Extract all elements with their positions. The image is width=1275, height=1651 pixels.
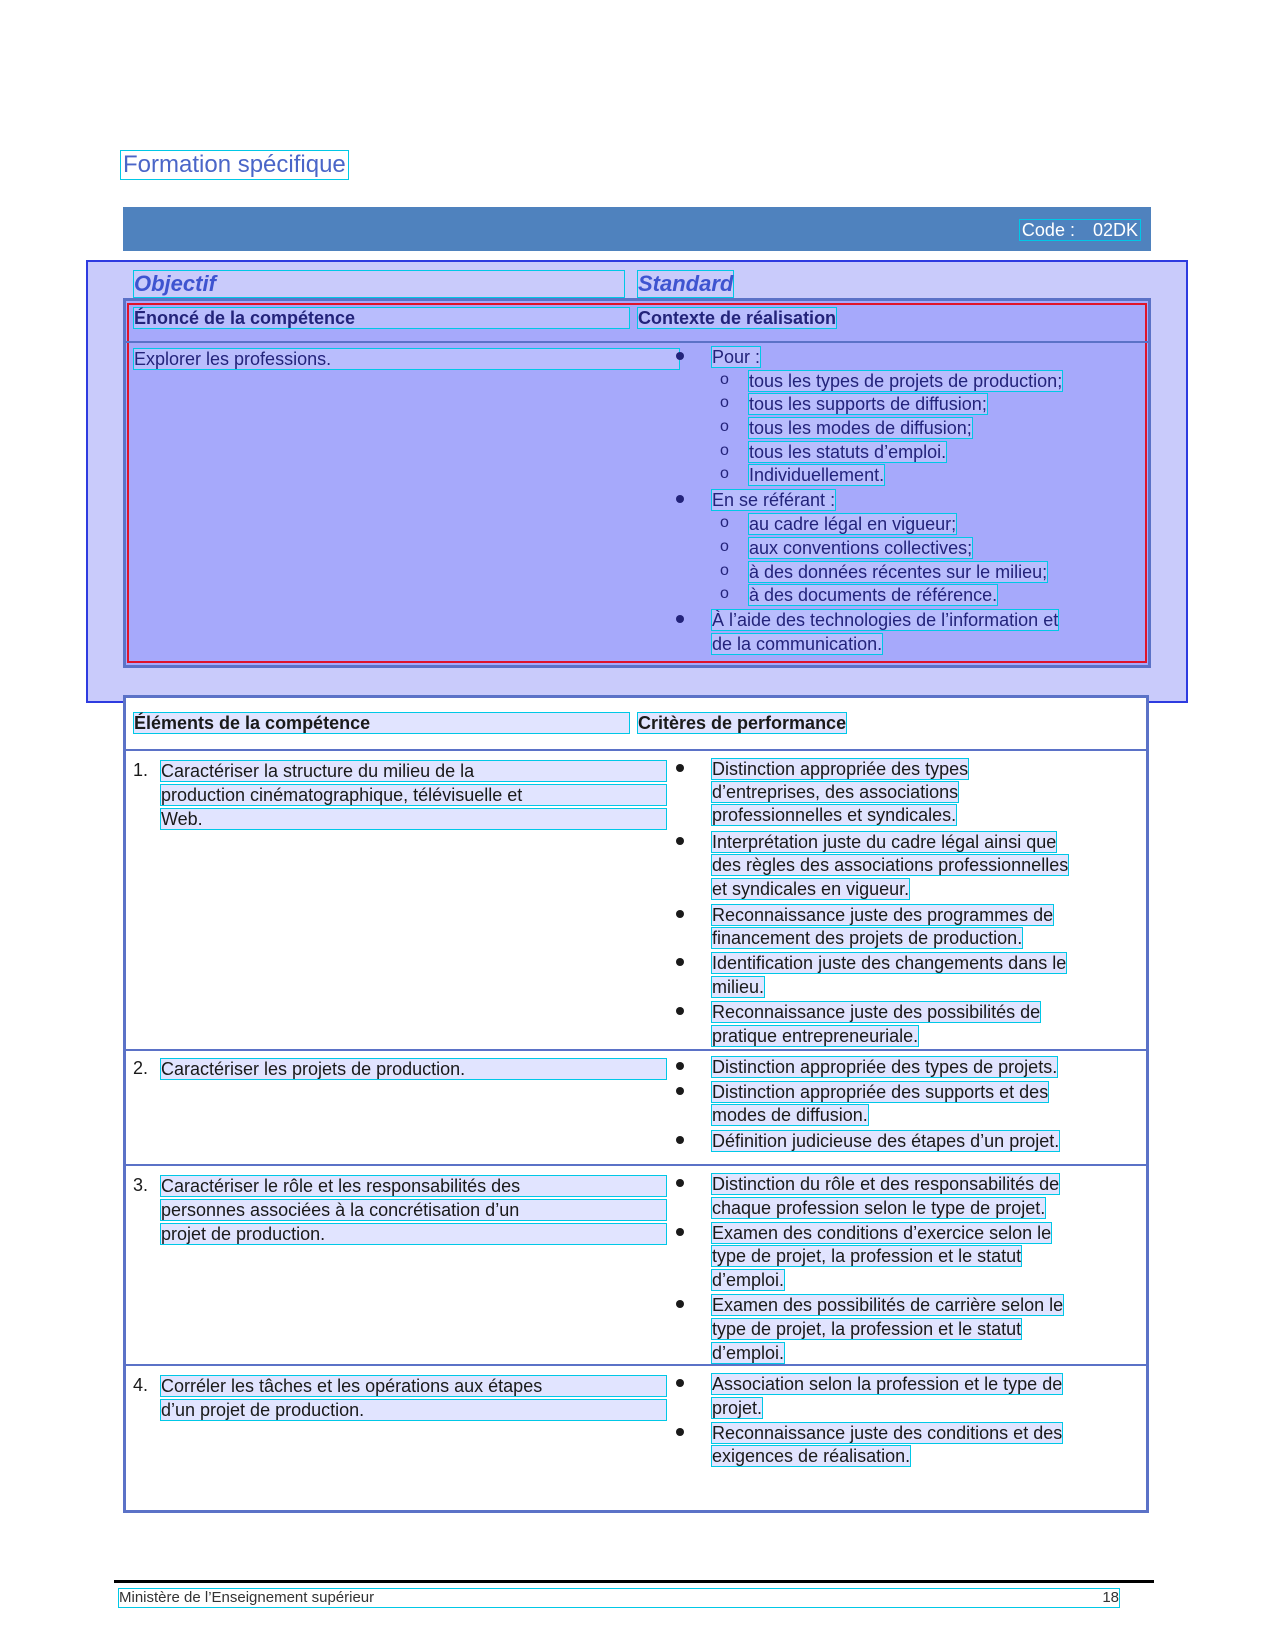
criterion-text: et syndicales en vigueur. xyxy=(712,879,910,899)
sub-bullet-icon: o xyxy=(720,442,729,459)
code-label-text: Code : xyxy=(1021,220,1075,240)
bullet-icon xyxy=(676,495,684,503)
element-text: projet de production. xyxy=(160,1223,667,1245)
criterion-text: Reconnaissance juste des programmes de xyxy=(712,905,1054,925)
objectif-heading: Objectif xyxy=(133,270,625,298)
sub-bullet-icon: o xyxy=(720,562,729,579)
element-number: 3. xyxy=(133,1175,149,1195)
element-text: Caractériser la structure du milieu de la xyxy=(160,760,667,782)
enonce-text: Explorer les professions. xyxy=(133,348,680,370)
criterion-text: Examen des possibilités de carrière selon le xyxy=(712,1295,1064,1315)
sub-bullet-icon: o xyxy=(720,514,729,531)
contexte-subitem: au cadre légal en vigueur; xyxy=(749,514,957,534)
contexte-subitem: à des documents de référence. xyxy=(749,585,998,605)
bullet-icon xyxy=(676,1062,684,1070)
criterion-text: Identification juste des changements dans le xyxy=(712,953,1067,973)
bullet-icon xyxy=(676,1428,684,1436)
contexte-item: de la communication. xyxy=(712,634,883,654)
code-value: 02DK xyxy=(1092,220,1138,240)
criteres-header: Critères de performance xyxy=(638,713,847,733)
criterion-text: pratique entrepreneuriale. xyxy=(712,1026,919,1046)
contexte-subitem: tous les modes de diffusion; xyxy=(749,418,972,438)
element-number: 2. xyxy=(133,1058,149,1078)
bullet-icon xyxy=(676,352,684,360)
bullet-icon xyxy=(676,1228,684,1236)
sub-bullet-icon: o xyxy=(720,465,729,482)
contexte-item: Pour : xyxy=(712,347,761,367)
criterion-text: Distinction appropriée des supports et des xyxy=(712,1082,1049,1102)
row-separator xyxy=(126,749,1146,751)
bullet-icon xyxy=(676,1087,684,1095)
element-text: Caractériser le rôle et les responsabilités des xyxy=(160,1175,667,1197)
criterion-text: des règles des associations professionnelles xyxy=(712,855,1069,875)
element-text: Web. xyxy=(160,808,667,830)
row-separator xyxy=(126,1364,1146,1366)
criterion-text: Distinction appropriée des types de projets. xyxy=(712,1057,1058,1077)
criterion-text: d’entreprises, des associations xyxy=(712,782,959,802)
footer xyxy=(118,1588,1120,1608)
row-separator xyxy=(126,1164,1146,1166)
bullet-icon xyxy=(676,764,684,772)
sub-bullet-icon: o xyxy=(720,538,729,555)
elements-header: Éléments de la compétence xyxy=(133,712,630,734)
criterion-text: projet. xyxy=(712,1398,763,1418)
bullet-icon xyxy=(676,1136,684,1144)
criterion-text: professionnelles et syndicales. xyxy=(712,805,957,825)
sub-bullet-icon: o xyxy=(720,371,729,388)
bullet-icon xyxy=(676,910,684,918)
contexte-subitem: tous les statuts d’emploi. xyxy=(749,442,947,462)
contexte-subitem: tous les types de projets de production; xyxy=(749,371,1063,391)
element-text: d’un projet de production. xyxy=(160,1399,667,1421)
element-text: production cinématographique, télévisuelle et xyxy=(160,784,667,806)
bullet-icon xyxy=(676,1179,684,1187)
standard-heading: Standard xyxy=(638,271,734,296)
criterion-text: d’emploi. xyxy=(712,1270,785,1290)
criterion-text: exigences de réalisation. xyxy=(712,1446,911,1466)
criterion-text: Examen des conditions d’exercice selon le xyxy=(712,1223,1052,1243)
footer-rule xyxy=(114,1580,1154,1583)
criterion-text: Distinction appropriée des types xyxy=(712,759,969,779)
row-separator xyxy=(126,1049,1146,1051)
criterion-text: type de projet, la profession et le statut xyxy=(712,1246,1022,1266)
contexte-subitem: à des données récentes sur le milieu; xyxy=(749,562,1048,582)
criterion-text: type de projet, la profession et le statut xyxy=(712,1319,1022,1339)
element-text: personnes associées à la concrétisation d’un xyxy=(160,1199,667,1221)
element-number: 1. xyxy=(133,760,149,780)
criterion-text: Reconnaissance juste des possibilités de xyxy=(712,1002,1041,1022)
criterion-text: d’emploi. xyxy=(712,1343,785,1363)
code-bar xyxy=(123,207,1151,251)
criterion-text: Reconnaissance juste des conditions et des xyxy=(712,1423,1063,1443)
contexte-subitem: Individuellement. xyxy=(749,465,885,485)
bullet-icon xyxy=(676,958,684,966)
contexte-item: À l’aide des technologies de l’information et xyxy=(712,610,1059,630)
enonce-header: Énoncé de la compétence xyxy=(133,307,630,329)
bullet-icon xyxy=(676,1300,684,1308)
contexte-item: En se référant : xyxy=(712,490,836,510)
sub-bullet-icon: o xyxy=(720,585,729,602)
code-label xyxy=(1019,219,1141,241)
criterion-text: Interprétation juste du cadre légal ainsi que xyxy=(712,832,1057,852)
criterion-text: Définition judicieuse des étapes d’un projet. xyxy=(712,1131,1060,1151)
footer-ministry: Ministère de l’Enseignement supérieur xyxy=(119,1589,375,1606)
sub-bullet-icon: o xyxy=(720,418,729,435)
criterion-text: chaque profession selon le type de projet. xyxy=(712,1198,1046,1218)
sub-bullet-icon: o xyxy=(720,394,729,411)
contexte-subitem: tous les supports de diffusion; xyxy=(749,394,987,414)
criterion-text: financement des projets de production. xyxy=(712,928,1023,948)
bullet-icon xyxy=(676,837,684,845)
section-title: Formation spécifique xyxy=(120,150,349,180)
bullet-icon xyxy=(676,615,684,623)
element-text: Caractériser les projets de production. xyxy=(160,1058,667,1080)
bullet-icon xyxy=(676,1379,684,1387)
element-text: Corréler les tâches et les opérations aux étapes xyxy=(160,1375,667,1397)
criterion-text: milieu. xyxy=(712,977,765,997)
criterion-text: Distinction du rôle et des responsabilités de xyxy=(712,1174,1060,1194)
element-number: 4. xyxy=(133,1375,149,1395)
contexte-header: Contexte de réalisation xyxy=(638,308,837,328)
criterion-text: Association selon la profession et le type de xyxy=(712,1374,1063,1394)
objective-header-separator xyxy=(126,341,1148,343)
contexte-subitem: aux conventions collectives; xyxy=(749,538,973,558)
page-number: 18 xyxy=(1102,1589,1119,1606)
bullet-icon xyxy=(676,1007,684,1015)
criterion-text: modes de diffusion. xyxy=(712,1105,868,1125)
